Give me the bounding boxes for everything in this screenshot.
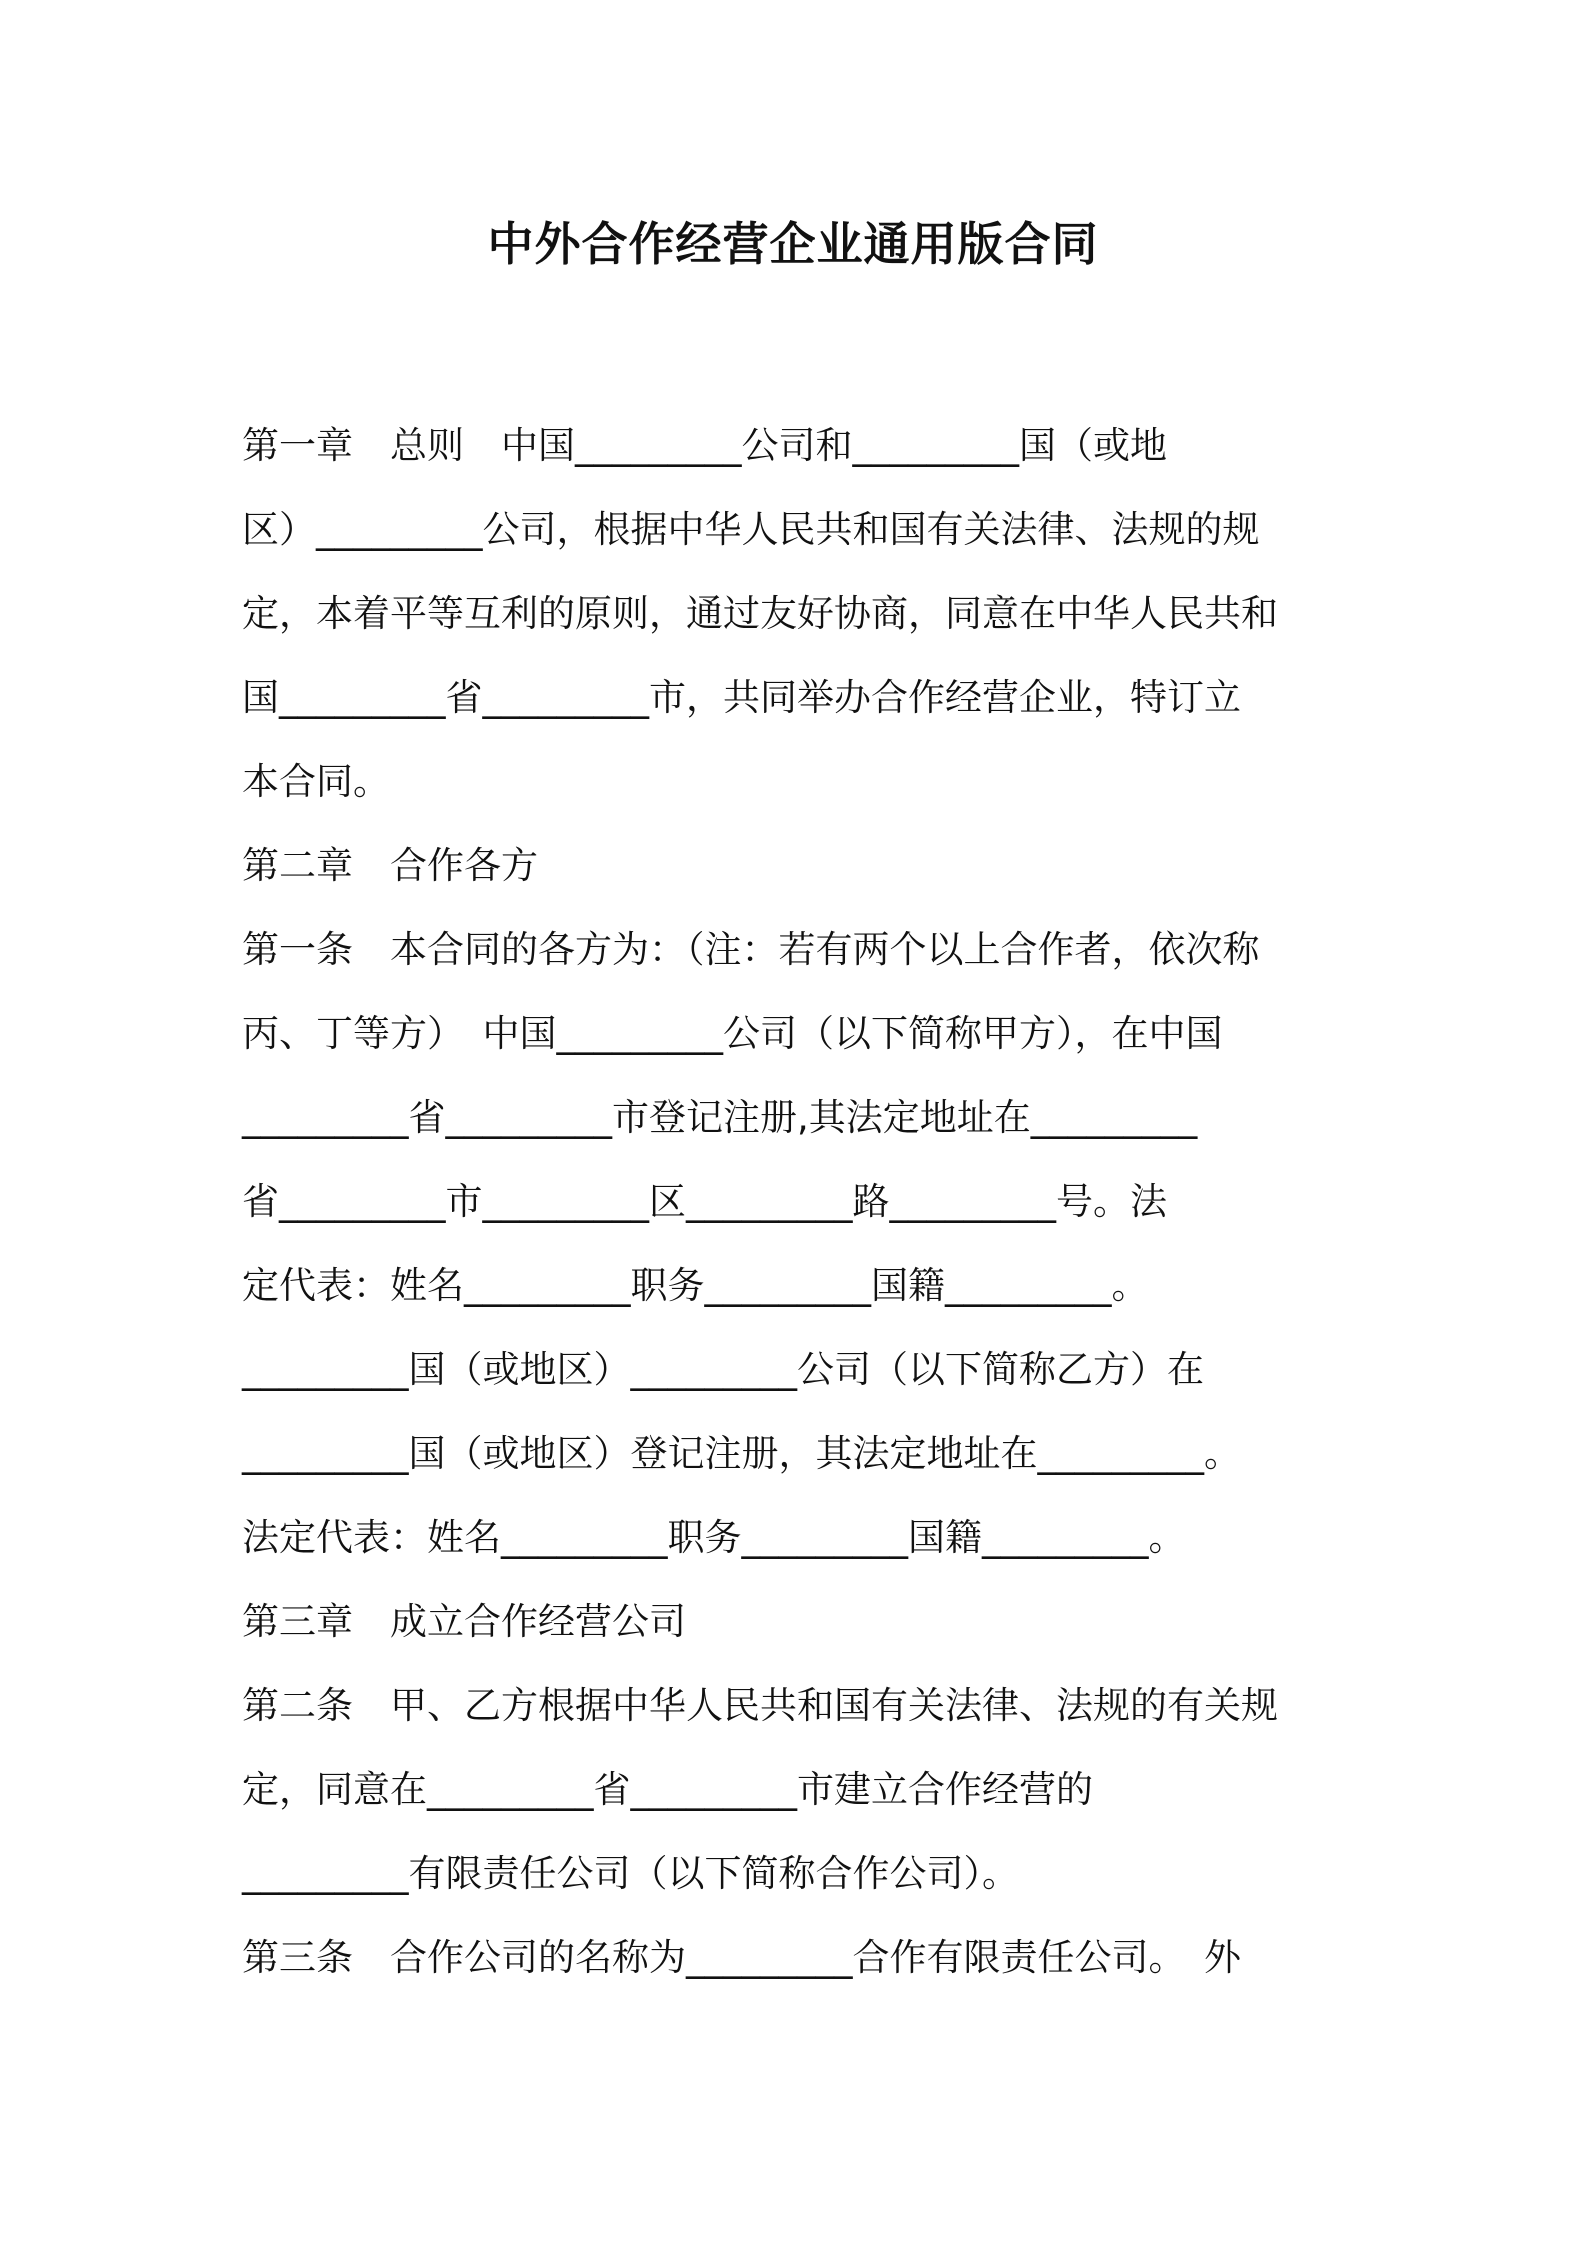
text-line: _________省_________市登记注册,其法定地址在_________: [242, 1096, 1198, 1139]
text-line: _________国（或地区）_________公司（以下简称乙方）在: [242, 1348, 1204, 1391]
text-line: _________有限责任公司（以下简称合作公司）。: [242, 1852, 1019, 1895]
text-line: 丙、丁等方） 中国_________公司（以下简称甲方），在中国: [242, 1012, 1223, 1055]
text-line: 省_________市_________区_________路_________号。法: [242, 1180, 1167, 1223]
text-line: _________国（或地区）登记注册，其法定地址在_________。: [242, 1432, 1241, 1475]
text-line: 第一条 本合同的各方为：（注：若有两个以上合作者，依次称: [242, 928, 1260, 971]
text-line: 第二条 甲、乙方根据中华人民共和国有关法律、法规的有关规: [242, 1684, 1278, 1727]
contract-body: [242, 404, 1352, 2000]
chapter-heading: 第三章 成立合作经营公司: [242, 1600, 686, 1643]
text-line: 区）_________公司，根据中华人民共和国有关法律、法规的规: [242, 508, 1260, 551]
document-title: 中外合作经营企业通用版合同: [487, 217, 1099, 271]
text-line: 定代表：姓名_________职务_________国籍_________。: [242, 1264, 1149, 1307]
text-line: 定，本着平等互利的原则，通过友好协商，同意在中华人民共和: [242, 592, 1278, 635]
text-line: 本合同。: [242, 760, 390, 803]
text-line: 第三条 合作公司的名称为_________合作有限责任公司。 外: [242, 1936, 1241, 1979]
text-line: 法定代表：姓名_________职务_________国籍_________。: [242, 1516, 1186, 1559]
chapter-heading: 第二章 合作各方: [242, 844, 538, 887]
text-line: 国_________省_________市，共同举办合作经营企业，特订立: [242, 676, 1241, 719]
text-line: 定，同意在_________省_________市建立合作经营的: [242, 1768, 1093, 1811]
text-line: 第一章 总则 中国_________公司和_________国（或地: [242, 424, 1167, 467]
